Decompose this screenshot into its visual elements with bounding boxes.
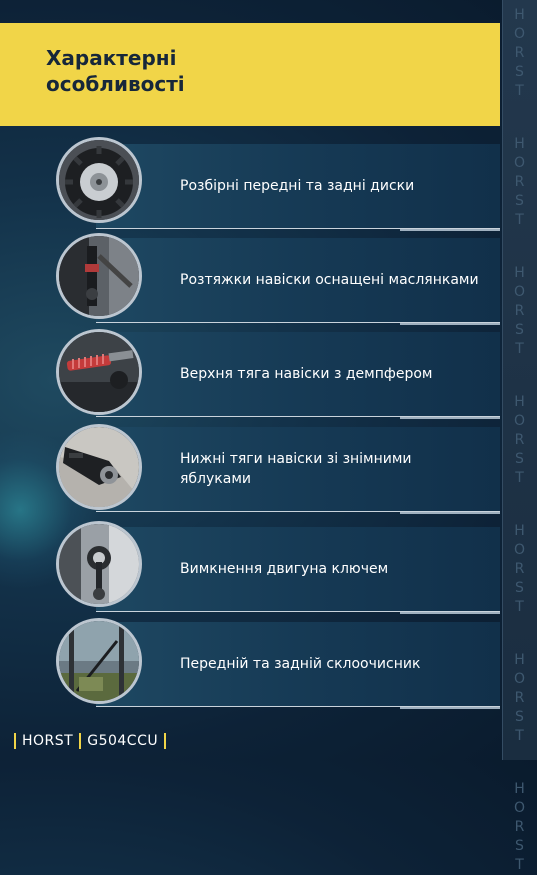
footer-divider — [14, 733, 16, 749]
wheel-disc-photo-icon — [56, 137, 142, 223]
header-banner — [0, 23, 500, 126]
footer-divider — [79, 733, 81, 749]
page-title: Характерні особливості — [46, 46, 185, 96]
side-brand-word: H O R S T — [513, 394, 527, 486]
feature-label: Верхня тяга навіски з демпфером — [180, 366, 433, 382]
feature-row — [96, 622, 500, 707]
feature-row — [96, 527, 500, 612]
feature-row — [96, 332, 500, 417]
top-link-damper-photo-icon — [56, 329, 142, 415]
side-brand-word: H O R S T — [513, 7, 527, 99]
feature-label: Розбірні передні та задні диски — [180, 178, 415, 194]
footer-brand: HORST — [22, 733, 74, 749]
ignition-key-photo-icon — [56, 521, 142, 607]
side-brand-strip — [502, 0, 537, 873]
side-brand-word: H O R S T — [513, 523, 527, 615]
footer-model: G504CCU — [87, 733, 159, 749]
feature-label: Передній та задній склоочисник — [180, 656, 421, 672]
side-brand-word: H O R S T — [513, 265, 527, 357]
hitch-brace-photo-icon — [56, 233, 142, 319]
side-brand-word: H O R S T — [513, 136, 527, 228]
feature-row — [96, 144, 500, 229]
lower-link-ball-photo-icon — [56, 424, 142, 510]
side-brand-word: H O R S T — [513, 781, 527, 873]
side-brand-word: H O R S T — [513, 652, 527, 744]
wiper-photo-icon — [56, 618, 142, 704]
feature-label: Вимкнення двигуна ключем — [180, 561, 389, 577]
feature-label: Розтяжки навіски оснащені маслянками — [180, 272, 479, 288]
footer-brand-line — [14, 733, 166, 749]
feature-label: Нижні тяги навіски зі знімними яблуками — [180, 451, 412, 487]
feature-row — [96, 427, 500, 512]
feature-row — [96, 238, 500, 323]
footer-divider — [164, 733, 166, 749]
